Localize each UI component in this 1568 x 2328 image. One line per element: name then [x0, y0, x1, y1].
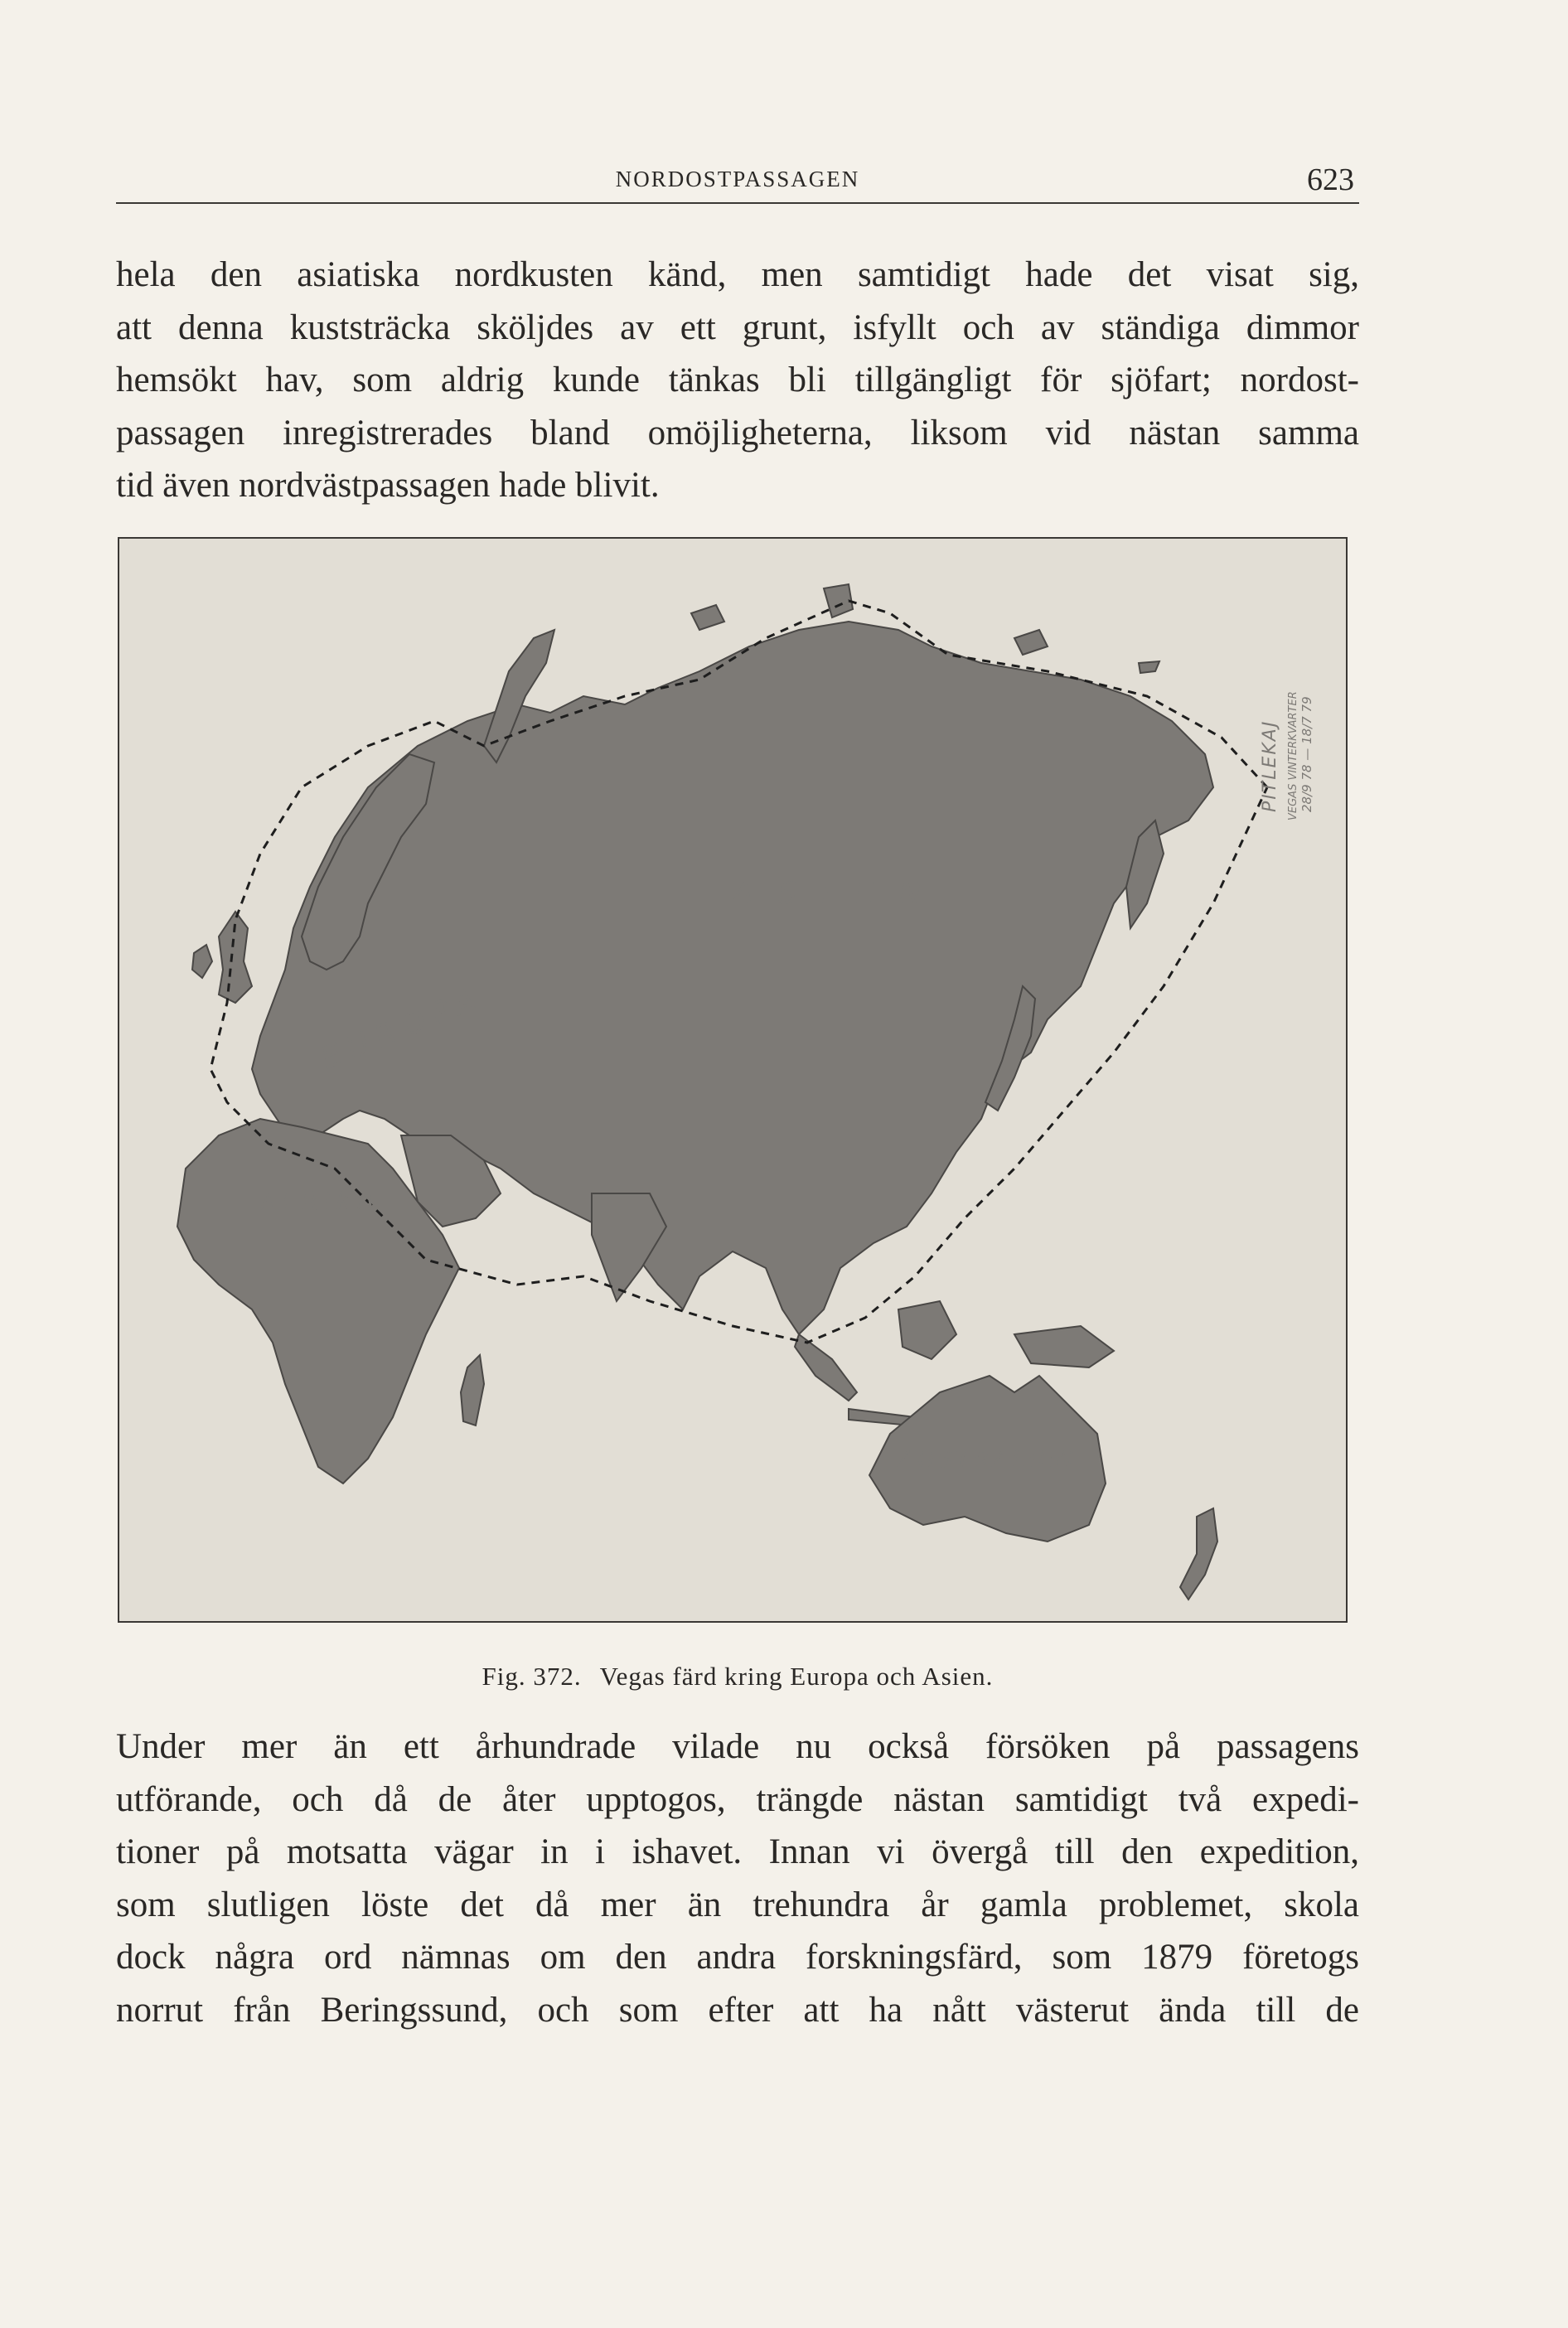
- paragraph-line: hela den asiatiska nordkusten känd, men samtidigt hade det visat sig,: [116, 255, 1359, 294]
- page-number: 623: [1307, 162, 1354, 197]
- paragraph-line: att denna kuststräcka sköljdes av ett grunt, isfyllt och av ständiga dimmor: [116, 307, 1359, 347]
- label-pitlekaj: PITLEKAJ: [1260, 719, 1280, 812]
- paragraph-line: tioner på motsatta vägar in i ishavet. Innan vi övergå till den expedition,: [116, 1832, 1359, 1871]
- label-dates: 28/9 78 — 18/7 79: [1299, 696, 1314, 812]
- label-asien: ASIEN: [733, 877, 946, 911]
- label-vegas-vinterkvarter: VEGAS VINTERKVARTER: [1287, 691, 1299, 820]
- world-map: [119, 539, 1346, 1621]
- paragraph-1: [116, 249, 1359, 512]
- paragraph-line: hemsökt hav, som aldrig kunde tänkas bli tillgängligt för sjöfart; nordost-: [116, 361, 1359, 399]
- running-title: NORDOSTPASSAGEN: [615, 167, 860, 191]
- paragraph-line: passagen inregistrerades bland omöjligheterna, liksom vid nästan samma: [116, 413, 1359, 453]
- label-afrika: AFRIKA: [260, 1188, 380, 1217]
- map-figure: [118, 537, 1348, 1623]
- paragraph-line: tid även nordvästpassagen hade blivit.: [116, 466, 660, 505]
- paragraph-line: dock några ord nämnas om den andra forskningsfärd, som 1879 företogs: [116, 1938, 1359, 1977]
- paragraph-line: som slutligen löste det då mer än trehundra år gamla problemet, skola: [116, 1885, 1359, 1924]
- paragraph-line: utförande, och då de åter upptogos, trängde nästan samtidigt två expedi-: [116, 1779, 1359, 1819]
- figure-caption: [116, 1662, 1359, 1692]
- label-europa: EUROPA: [317, 980, 489, 1077]
- paragraph-line: norrut från Beringssund, och som efter att ha nått västerut ända till de: [116, 1990, 1359, 2030]
- figure-number: Fig. 372.: [482, 1662, 582, 1691]
- caption-text: Vegas färd kring Europa och Asien.: [599, 1662, 994, 1691]
- paragraph-line: Under mer än ett århundrade vilade nu också försöken på passagens: [116, 1727, 1359, 1766]
- paragraph-2: [116, 1721, 1359, 2036]
- label-australien: AUSTRALIEN: [898, 1445, 1077, 1473]
- page-header: [116, 162, 1359, 204]
